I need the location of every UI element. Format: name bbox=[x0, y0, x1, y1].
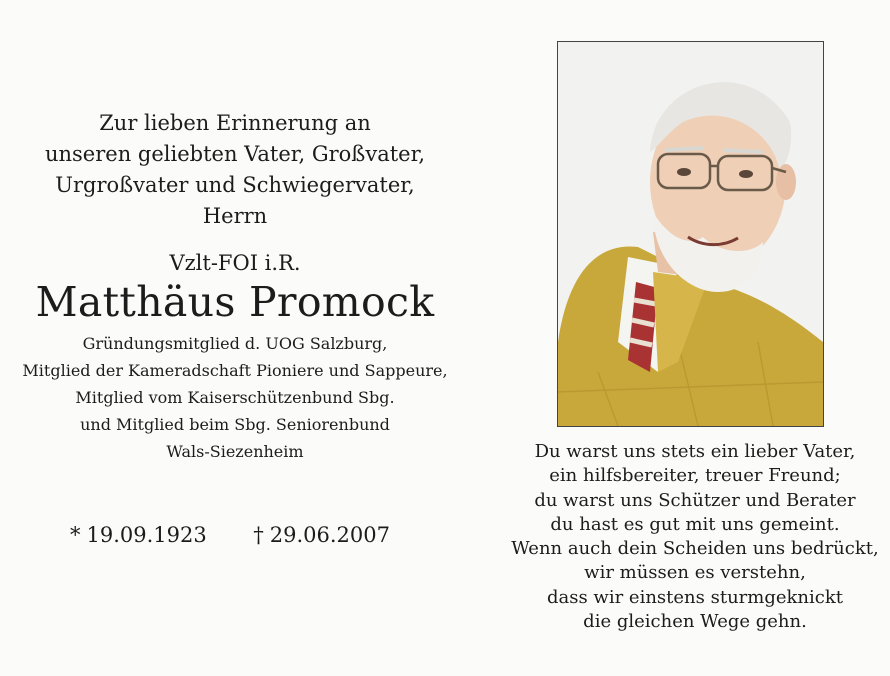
affiliation-line: Mitglied vom Kaiserschützenbund Sbg. bbox=[75, 388, 395, 407]
birth-date-group bbox=[70, 523, 207, 547]
memorial-poem bbox=[510, 440, 880, 634]
affiliation-line: Gründungsmitglied d. UOG Salzburg, bbox=[82, 334, 388, 353]
intro-line-1: Zur lieben Erinnerung an bbox=[99, 111, 371, 135]
life-dates bbox=[70, 523, 390, 547]
poem-line: du warst uns Schützer und Berater bbox=[534, 489, 856, 511]
intro-line-4: Herrn bbox=[202, 204, 268, 228]
rank-title: Vzlt-FOI i.R. bbox=[169, 251, 301, 275]
birth-symbol: * bbox=[70, 523, 81, 547]
poem-line: wir müssen es verstehn, bbox=[584, 562, 806, 584]
affiliations-list bbox=[20, 330, 450, 465]
memorial-text-block bbox=[20, 108, 450, 465]
intro-line-2: unseren geliebten Vater, Großvater, bbox=[44, 142, 425, 166]
death-cross-symbol: † bbox=[253, 523, 264, 547]
intro-text bbox=[20, 108, 450, 232]
affiliation-line: Wals-Siezenheim bbox=[166, 442, 304, 461]
affiliation-line: Mitglied der Kameradschaft Pioniere und Sappeure, bbox=[22, 361, 448, 380]
poem-line: dass wir einstens sturmgeknickt bbox=[546, 586, 843, 608]
poem-line: du hast es gut mit uns gemeint. bbox=[550, 513, 840, 535]
portrait-photo bbox=[557, 41, 824, 427]
birth-date: 19.09.1923 bbox=[86, 523, 207, 547]
poem-line: Du warst uns stets ein lieber Vater, bbox=[534, 441, 856, 462]
death-date-group bbox=[253, 523, 390, 547]
poem-line: Wenn auch dein Scheiden uns bedrückt, bbox=[511, 538, 879, 560]
poem-line: ein hilfsbereiter, treuer Freund; bbox=[549, 465, 841, 487]
affiliation-line: und Mitglied beim Sbg. Seniorenbund bbox=[80, 415, 390, 434]
portrait-illustration bbox=[558, 42, 823, 426]
intro-line-3: Urgroßvater und Schwiegervater, bbox=[55, 173, 415, 197]
death-date: 29.06.2007 bbox=[269, 523, 390, 547]
poem-line: die gleichen Wege gehn. bbox=[583, 611, 807, 633]
deceased-name: Matthäus Promock bbox=[35, 278, 435, 326]
